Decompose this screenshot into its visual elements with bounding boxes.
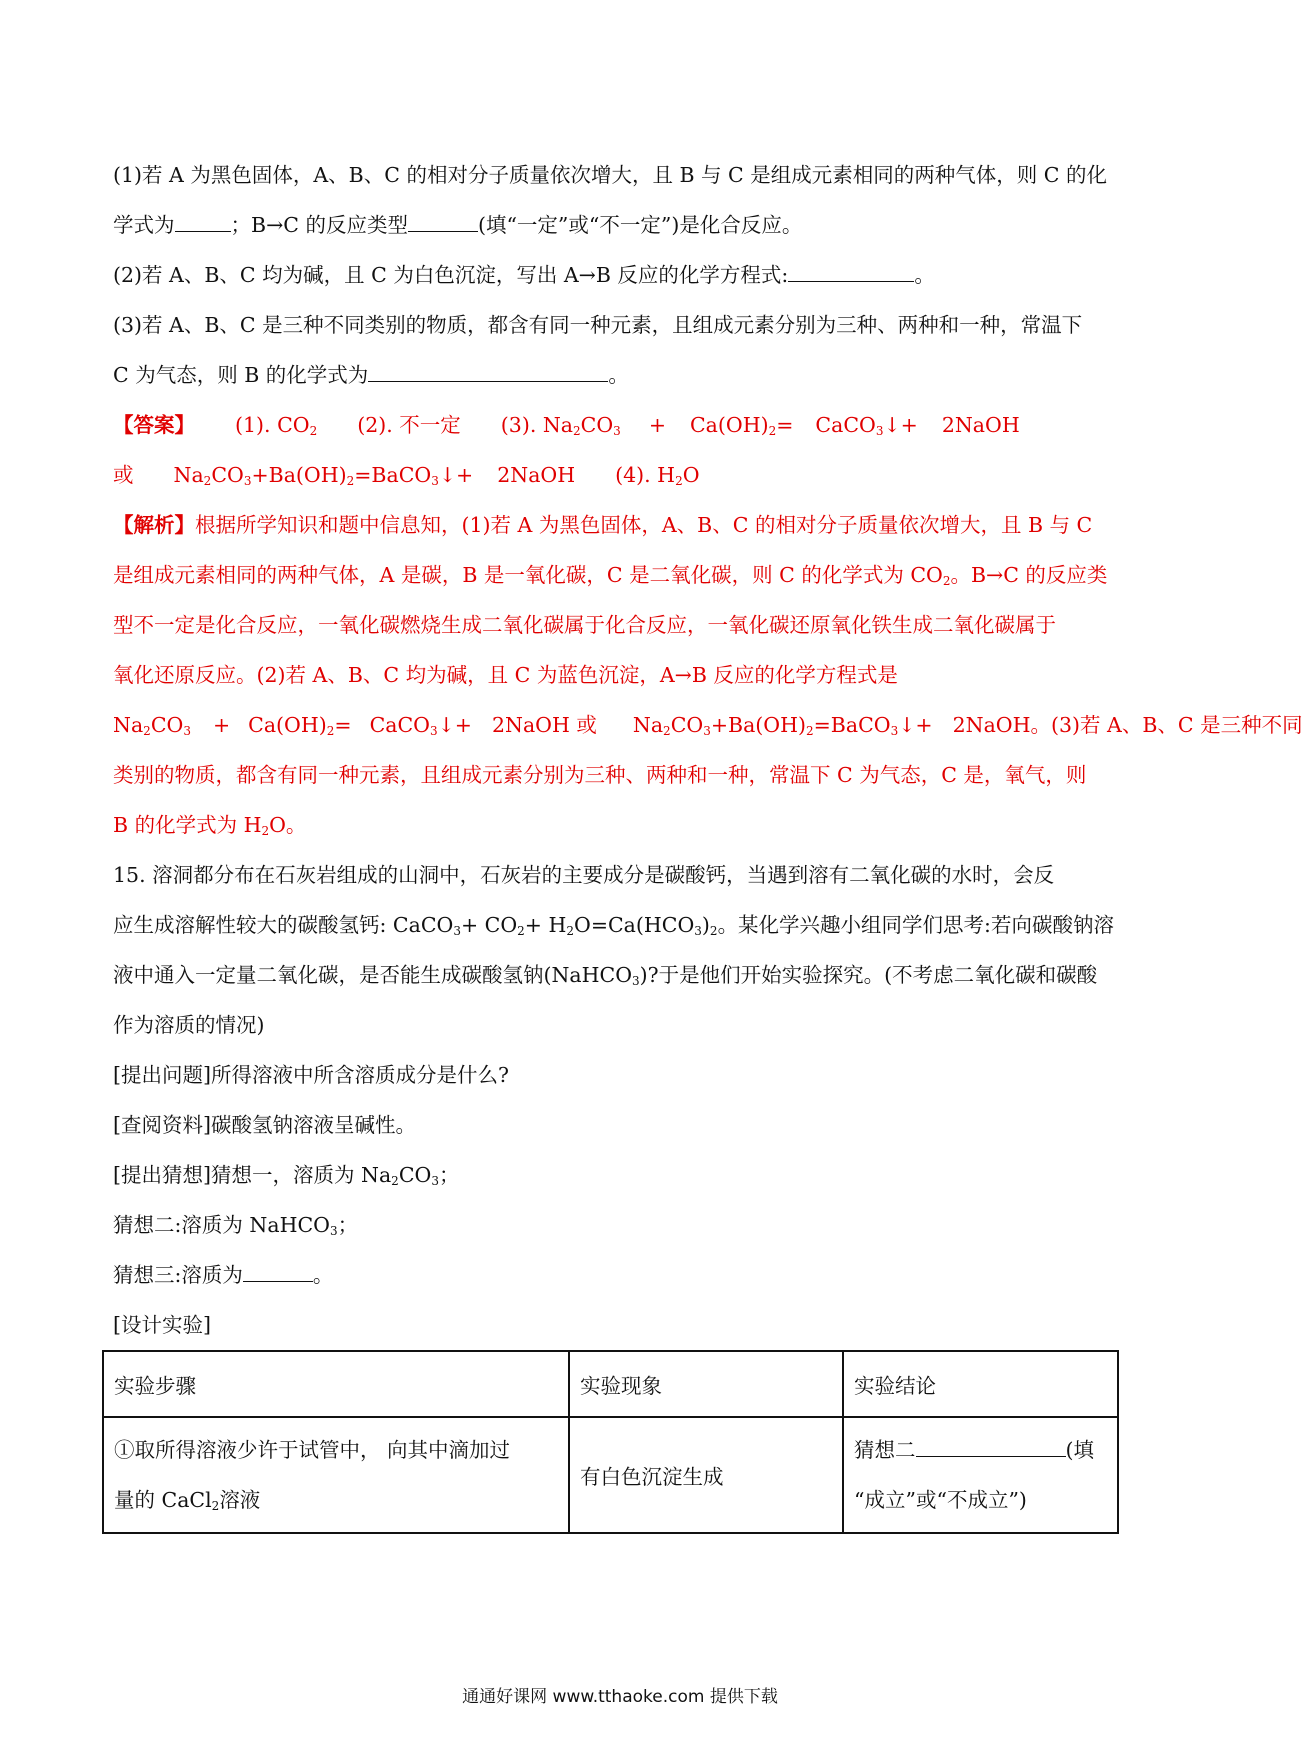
document-page [113, 150, 1303, 1350]
answer-line1: 【答案】 (1). $CO_2$ (2). 不一定 (3). $Na_2CO_3 + Ca(OH)_2=$ CaCO$_3$↓+ 2NaOH [113, 413, 1020, 438]
q15-line3: 液中通入一定量二氧化碳，是否能生成碳酸氢钠(NaHCO$_3$)?于是他们开始实验探究。(不考虑二氧化碳和碳酸 [113, 963, 1098, 988]
answer-blank[interactable] [408, 213, 478, 232]
q15-guess3: 猜想三:溶质为 。 [113, 1263, 334, 1287]
q14-part2: (2)若 A、B、C 均为碱，且 C 为白色沉淀，写出 A→B 反应的化学方程式: 。 [113, 263, 935, 287]
table-header: 实验现象 [569, 1351, 843, 1417]
q14-part3-line1: (3)若 A、B、C 是三种不同类别的物质，都含有同一种元素，且组成元素分别为三种、两种和一种，常温下 [113, 313, 1083, 337]
table-header: 实验结论 [843, 1351, 1118, 1417]
answer-blank[interactable] [916, 1438, 1066, 1457]
q15-line4: 作为溶质的情况) [113, 1013, 265, 1037]
analysis-line2: 是组成元素相同的两种气体，A 是碳，B 是一氧化碳，C 是二氧化碳，则 C 的化学式为 $CO_2$。B→C 的反应类 [113, 563, 1108, 588]
analysis-line4: 氧化还原反应。(2)若 A、B、C 均为碱，且 C 为蓝色沉淀，A→B 反应的化学方程式是 [113, 663, 898, 687]
analysis-line3: 型不一定是化合反应，一氧化碳燃烧生成二氧化碳属于化合反应，一氧化碳还原氧化铁生成二氧化碳属于 [113, 613, 1056, 637]
page-footer: 通通好课网 www.tthaoke.com 提供下载 [462, 1687, 778, 1707]
analysis-line1: 【解析】根据所学知识和题中信息知，(1)若 A 为黑色固体，A、B、C 的相对分子质量依次增大，且 B 与 C [113, 513, 1093, 537]
analysis-label: 【解析】 [113, 513, 195, 537]
table-row [103, 1417, 1118, 1533]
q15-line2: 应生成溶解性较大的碳酸氢钙: CaCO$_3$+ $CO_2+ H_2O=Ca(HCO_3)_2$。某化学兴趣小组同学们思考:若向碳酸钠溶 [113, 913, 1114, 938]
answer-blank[interactable] [788, 263, 914, 282]
answer-blank[interactable] [368, 363, 608, 382]
q14-part1-line1: (1)若 A 为黑色固体，A、B、C 的相对分子质量依次增大，且 B 与 C 是组成元素相同的两种气体，则 C 的化 [113, 163, 1107, 187]
answer-line2: 或 $Na_2CO_3+Ba(OH)_2=BaCO_3↓+$ 2NaOH (4). $H_2O$ [113, 463, 700, 488]
q15-line1: 15. 溶洞都分布在石灰岩组成的山洞中，石灰岩的主要成分是碳酸钙，当遇到溶有二氧化碳的水时，会反 [113, 863, 1055, 887]
table-header-row [103, 1351, 1118, 1417]
experiment-table [102, 1350, 1119, 1534]
table-cell-step: ①取所得溶液少许于试管中， 向其中滴加过 量的 CaCl$_2$溶液 [103, 1417, 569, 1533]
q15-design: [设计实验] [113, 1313, 211, 1337]
q14-part3-line2: C 为气态，则 B 的化学式为 。 [113, 363, 629, 387]
answer-blank[interactable] [175, 213, 231, 232]
table-header: 实验步骤 [103, 1351, 569, 1417]
q15-guess1: [提出猜想]猜想一，溶质为 $Na_2CO_3$； [113, 1163, 460, 1188]
q15-reference: [查阅资料]碳酸氢钠溶液呈碱性。 [113, 1113, 416, 1137]
answer-label: 【答案】 [113, 413, 195, 437]
q14-part1-line2: 学式为 ；B→C 的反应类型 (填“一定”或“不一定”)是化合反应。 [113, 213, 803, 237]
analysis-line7: B 的化学式为 $H_2O$。 [113, 813, 307, 838]
table-cell-observation: 有白色沉淀生成 [569, 1417, 843, 1533]
answer-blank[interactable] [243, 1263, 313, 1282]
q15-guess2: 猜想二:溶质为 NaHCO$_3$； [113, 1213, 359, 1238]
analysis-line5: $Na_2CO_3 + Ca(OH)_2=$ CaCO$_3$↓+ 2NaOH 或 $Na_2CO_3+Ba(OH)_2=BaCO_3↓+$ 2NaOH。(3)若 A、B、C 是三种不同 [113, 713, 1303, 738]
q15-question: [提出问题]所得溶液中所含溶质成分是什么? [113, 1063, 509, 1087]
table-cell-conclusion: 猜想二 (填 “成立”或“不成立”) [843, 1417, 1118, 1533]
analysis-line6: 类别的物质，都含有同一种元素，且组成元素分别为三种、两种和一种，常温下 C 为气态，C 是，氧气，则 [113, 763, 1087, 787]
